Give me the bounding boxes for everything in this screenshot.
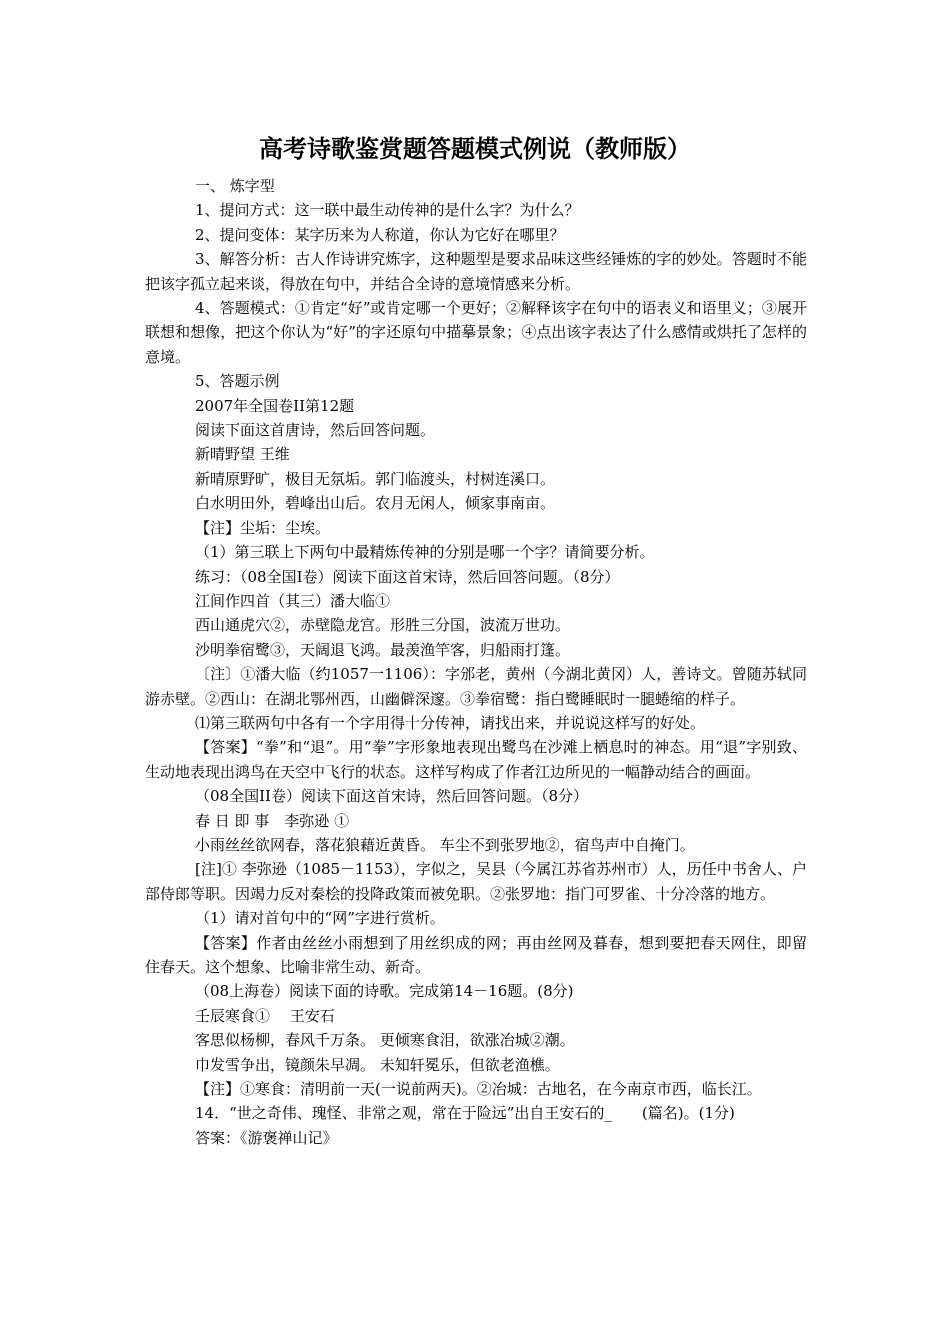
paragraph: 答案：《游褒禅山记》 [195, 1128, 338, 1147]
paragraph: 春 日 即 事 李弥逊 ① [195, 811, 350, 830]
paragraph: ⑴第三联两句中各有一个字用得十分传神，请找出来，并说说这样写的好处。 [195, 713, 706, 732]
paragraph: 沙明拳宿鹭③，天阔退飞鸿。最羡渔竿客，归船雨打篷。 [195, 640, 571, 659]
paragraph: 练习：（08全国I卷）阅读下面这首宋诗，然后回答问题。（8分） [195, 567, 620, 586]
paragraph: 【答案】作者由丝丝小雨想到了用丝织成的网；再由丝网及暮春，想到要把春天网住，即留住春天。这个想象、比喻非常生动、新奇。 [145, 933, 807, 976]
paragraph: 阅读下面这首唐诗，然后回答问题。 [195, 421, 436, 440]
paragraph: 2007年全国卷II第12题 [195, 396, 355, 415]
paragraph: 西山通虎穴②，赤壁隐龙宫。形胜三分国，波流万世功。 [195, 616, 571, 635]
paragraph: 【注】尘垢：尘埃。 [195, 518, 331, 537]
document-body [145, 174, 807, 1150]
paragraph: （08全国II卷）阅读下面这首宋诗，然后回答问题。（8分） [195, 787, 588, 806]
paragraph: 新晴原野旷，极目无氛垢。郭门临渡头，村树连溪口。 [195, 469, 556, 488]
paragraph: 5、答题示例 [195, 372, 280, 391]
paragraph: 壬辰寒食① 王安石 [195, 1006, 335, 1025]
paragraph: 一、 炼字型 [195, 177, 275, 195]
paragraph: 14．“世之奇伟、瑰怪、非常之观，常在于险远”出自王安石的_ (篇名)。(1分) [195, 1104, 735, 1123]
paragraph: 江间作四首（其三）潘大临① [195, 591, 391, 610]
paragraph: 巾发雪争出，镜颜朱早凋。 未知轩冕乐，但欲老渔樵。 [195, 1055, 560, 1074]
paragraph: 【注】①寒食：清明前一天(一说前两天)。②冶城：古地名，在今南京市西，临长江。 [195, 1080, 762, 1099]
paragraph: 〔注〕①潘大临（约1057一1106）：字邠老，黄州（今湖北黄冈）人，善诗文。曾随苏轼同游赤壁。②西山：在湖北鄂州西，山幽僻深邃。③拳宿鹭：指白鹭睡眠时一腿蜷缩的样子。 [145, 665, 807, 708]
paragraph: 小雨丝丝欲网春，落花狼藉近黄昏。 车尘不到张罗地②，宿鸟声中自掩门。 [195, 835, 695, 854]
paragraph: 1、提问方式：这一联中最生动传神的是什么字？为什么？ [195, 201, 580, 220]
paragraph: （1）第三联上下两句中最精炼传神的分别是哪一个字？请简要分析。 [195, 543, 655, 562]
paragraph: 3、解答分析：古人作诗讲究炼字，这种题型是要求品味这些经锤炼的字的妙处。答题时不能把该字孤立起来谈，得放在句中，并结合全诗的意境情感来分析。 [145, 250, 807, 293]
paragraph: （1）请对首句中的“网”字进行赏析。 [195, 909, 445, 928]
paragraph: [注]① 李弥逊（1085－1153），字似之，吴县（今属江苏省苏州市）人，历任中书舍人、户部侍郎等职。因竭力反对秦桧的投降政策而被免职。②张罗地：指门可罗雀、十分冷落的地方。 [145, 860, 807, 903]
document-title: 高考诗歌鉴赏题答题模式例说（教师版） [259, 134, 691, 163]
paragraph: 新晴野望 王维 [195, 445, 290, 464]
paragraph: 客思似杨柳，春风千万条。 更倾寒食泪，欲涨冶城②潮。 [195, 1031, 575, 1050]
paragraph: 4、答题模式：①肯定“好”或肯定哪一个更好；②解释该字在句中的语表义和语里义；③展开联想和想像，把这个你认为“好”的字还原句中描摹景象；④点出该字表达了什么感情或烘托了怎样的意境。 [145, 299, 807, 366]
paragraph: （08上海卷）阅读下面的诗歌。完成第14－16题。(8分) [195, 982, 574, 1001]
paragraph: 【答案】“拳”和“退”。用“拳”字形象地表现出鹭鸟在沙滩上栖息时的神态。用“退”字别致、生动地表现出鸿鸟在天空中飞行的状态。这样写构成了作者江边所见的一幅静动结合的画面。 [145, 738, 807, 781]
paragraph: 白水明田外，碧峰出山后。农月无闲人，倾家事南亩。 [195, 494, 556, 513]
paragraph: 2、提问变体：某字历来为人称道，你认为它好在哪里？ [195, 225, 565, 244]
